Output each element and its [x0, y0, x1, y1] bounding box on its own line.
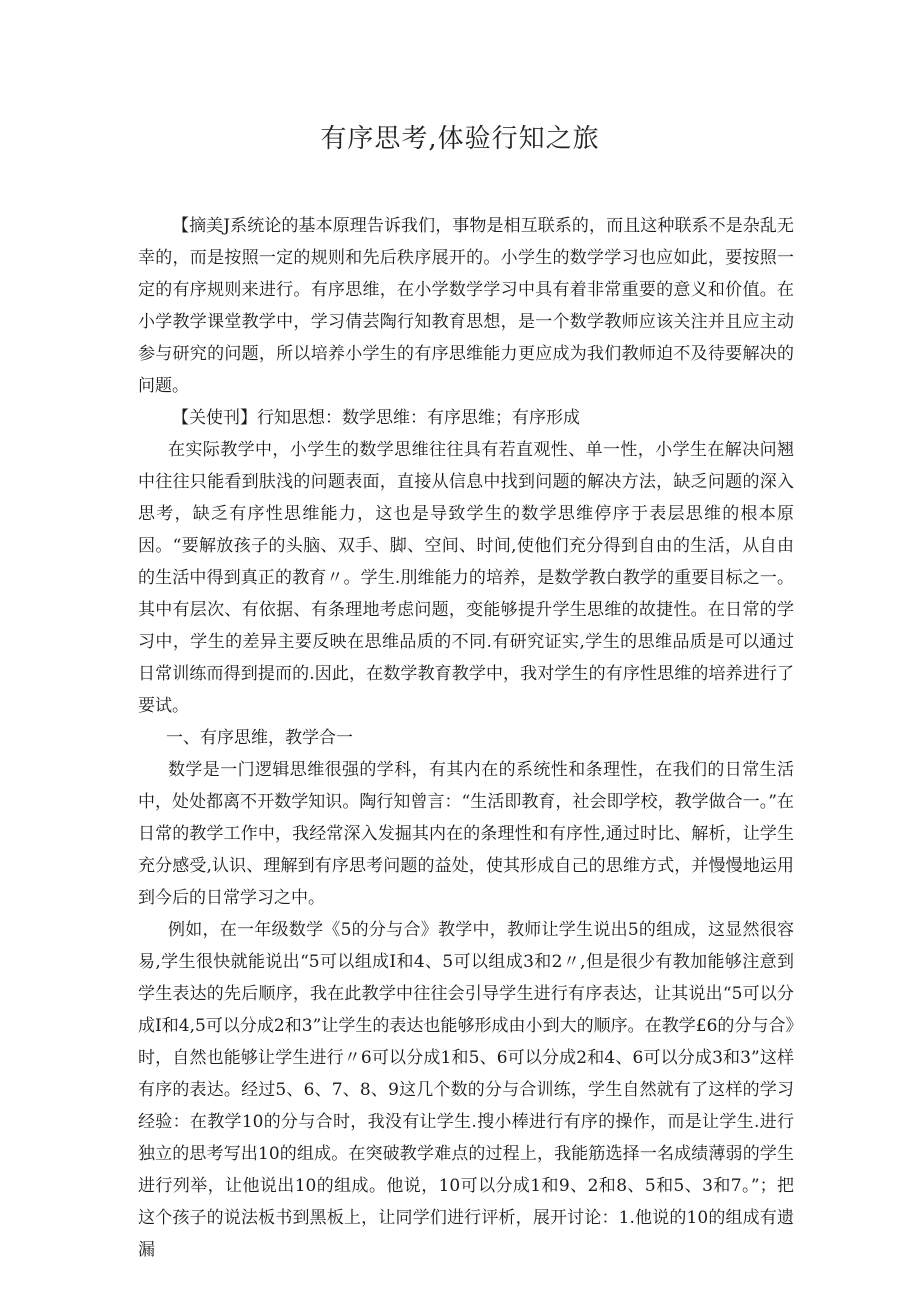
- body-paragraph: 例如，在一年级数学《5的分与合》教学中，教师让学生说出5的组成，这显然很容易,学生很快就能说出“5可以组成I和4、5可以组成3和2〃,但是很少有教加能够注意到学生表达的先后顺序，我在此教学中往往会引导学生进行有序表达，让其说出“5可以分成I和4,5可以分成2和3”让学生的表达也能够形成由小到大的顺序。在教学£6的分与合》时，自然也能够让学生进行〃6可以分成1和5、6可以分成2和4、6可以分成3和3”这样有序的表达。经过5、6、7、8、9这几个数的分与合训练，学生自然就有了这样的学习经验：在教学10的分与合时，我没有让学生.搜小棒进行有序的操作，而是让学生.进行独立的思考写出10的组成。在突破教学难点的过程上，我能筋选择一名成绩薄弱的学生进行列举，让他说出10的组成。他说，10可以分成1和9、2和8、5和5、3和7。”；把这个孩子的说法板书到黑板上，让同学们进行评析，展开讨论：1.他说的10的组成有遗漏: [138, 920, 794, 1260]
- keywords-paragraph: 【关使刊】行知思想：数学思维：有序思维；有序形成: [172, 408, 580, 428]
- document-body: [138, 210, 794, 1266]
- document-title: 有序思考,体验行知之旅: [320, 124, 600, 154]
- abstract-paragraph: 【摘美J系统论的基本原理告诉我们，事物是相互联系的，而且这种联系不是杂乱无幸的，而是按照一定的规则和先后秩序展开的。小学生的数学学习也应如此，要按照一定的有序规则来进行。有序思维，在小学数学学习中具有着非常重要的意义和价值。在小学教学课堂教学中，学习倩芸陶行知教育思想，是一个数学教师应该关注并且应主动参与研究的问题，所以培养小学生的有序思维能力更应成为我们教师迫不及待要解决的问题。: [138, 216, 794, 396]
- body-paragraph: 数学是一门逻辑思维很强的学科，有其内在的系统性和条理性，在我们的日常生活中，处处都离不开数学知识。陶行知曾言：“生活即教育，社会即学校，教学做合一。”在日常的教学工作中，我经常深入发掘其内在的条理性和有序性,通过时比、解析，让学生充分感受,认识、理解到有序思考问题的益处，使其形成自己的思维方式，并慢慢地运用到今后的日常学习之中。: [138, 760, 794, 908]
- section-heading: 一、有序思维，教学合一: [166, 728, 353, 748]
- body-paragraph: 在实际教学中，小学生的数学思维往往具有若直观性、单一性，小学生在解决问翘中往往只能看到肤浅的问题表面，直接从信息中找到问题的解决方法，缺乏问题的深入思考，缺乏有序性思维能力，这也是导致学生的数学思维停序于表层思维的根本原因。“要解放孩子的头脑、双手、脚、空间、时间,使他们充分得到自由的生活，从自由的生活中得到真正的教育〃。学生.刖维能力的培养，是数学教白教学的重要目标之一。其中有层次、有依据、有条理地考虑问题，变能够提升学生思维的故捷性。在日常的学习中，学生的差异主要反映在思维品质的不同.有研究证实,学生的思维品质是可以通过日常训练而得到提而的.因此，在数学教育教学中，我对学生的有序性思维的培养进行了要试。: [138, 440, 794, 716]
